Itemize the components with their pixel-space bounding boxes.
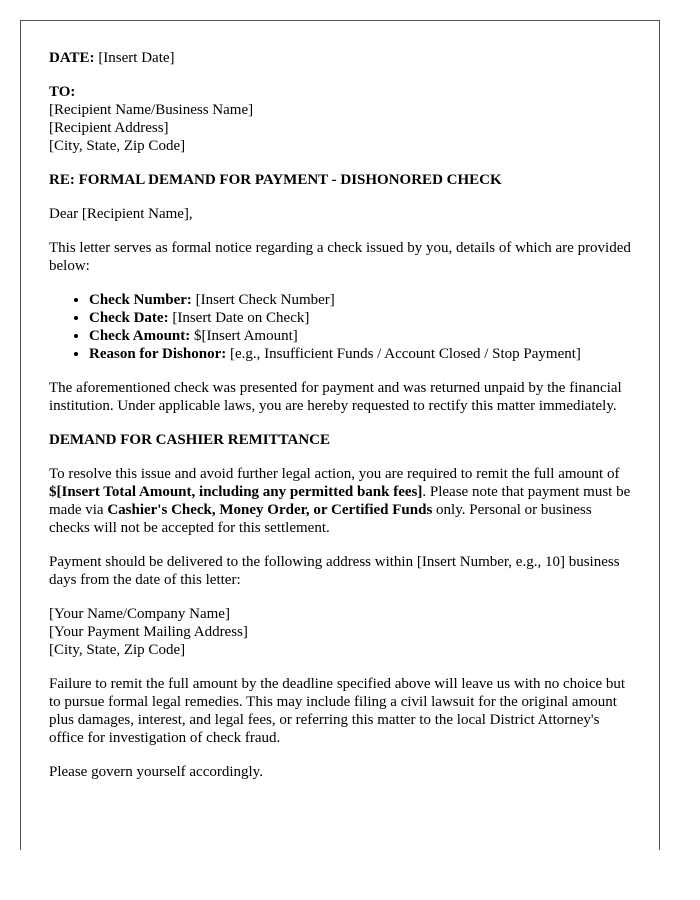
delivery-paragraph: Payment should be delivered to the following address within [Insert Number, e.g., 10] business days from the date of this letter: [49,554,620,588]
date-label: DATE: [49,50,95,66]
recipient-name: [Recipient Name/Business Name] [49,102,254,118]
resolve-text-1: To resolve this issue and avoid further legal action, you are required to remit the full amount of [49,466,620,482]
check-amount-value: $[Insert Amount] [190,328,298,344]
list-item [89,327,633,345]
letter-page [20,20,660,850]
date-value: [Insert Date] [94,50,175,66]
dishonor-reason-value: [e.g., Insufficient Funds / Account Closed / Stop Payment] [226,346,581,362]
resolve-text-3: only. Personal or business checks will not be accepted for this settlement. [49,502,592,536]
failure-paragraph: Failure to remit the full amount by the deadline specified above will leave us with no choice but to pursue formal legal remedies. This may include filing a civil lawsuit for the original amount plus damages, interest, and legal fees, or referring this matter to the local District Attorney's office for investigation of check fraud. [49,676,626,746]
list-item [89,345,633,363]
resolve-text-2: . Please note that payment must be made via [49,484,631,518]
aforementioned-paragraph: The aforementioned check was presented for payment and was returned unpaid by the financial institution. Under applicable laws, you are hereby requested to rectify this matter immediately. [49,380,622,414]
list-item [89,291,633,309]
check-date-label: Check Date: [89,310,169,326]
resolve-paragraph [49,465,633,537]
to-label: TO: [49,84,76,100]
remit-address-block [49,605,633,659]
check-number-label: Check Number: [89,292,192,308]
subject-line: RE: FORMAL DEMAND FOR PAYMENT - DISHONORED CHECK [49,172,502,188]
total-amount: $[Insert Total Amount, including any permitted bank fees] [49,484,423,500]
demand-heading: DEMAND FOR CASHIER REMITTANCE [49,432,330,448]
recipient-city-state-zip: [City, State, Zip Code] [49,138,186,154]
intro-paragraph: This letter serves as formal notice regarding a check issued by you, details of which are provided below: [49,240,631,274]
list-item [89,309,633,327]
date-line [49,49,633,67]
recipient-block [49,83,633,155]
remit-name: [Your Name/Company Name] [49,606,230,622]
check-date-value: [Insert Date on Check] [168,310,310,326]
dishonor-reason-label: Reason for Dishonor: [89,346,227,362]
letter-body [49,49,633,797]
salutation: Dear [Recipient Name], [49,206,193,222]
payment-methods: Cashier's Check, Money Order, or Certified Funds [107,502,433,518]
check-amount-label: Check Amount: [89,328,191,344]
check-details-list [49,291,633,363]
remit-mailing-address: [Your Payment Mailing Address] [49,624,248,640]
closing-line: Please govern yourself accordingly. [49,764,263,780]
recipient-address: [Recipient Address] [49,120,169,136]
check-number-value: [Insert Check Number] [191,292,335,308]
remit-city-state-zip: [City, State, Zip Code] [49,642,186,658]
